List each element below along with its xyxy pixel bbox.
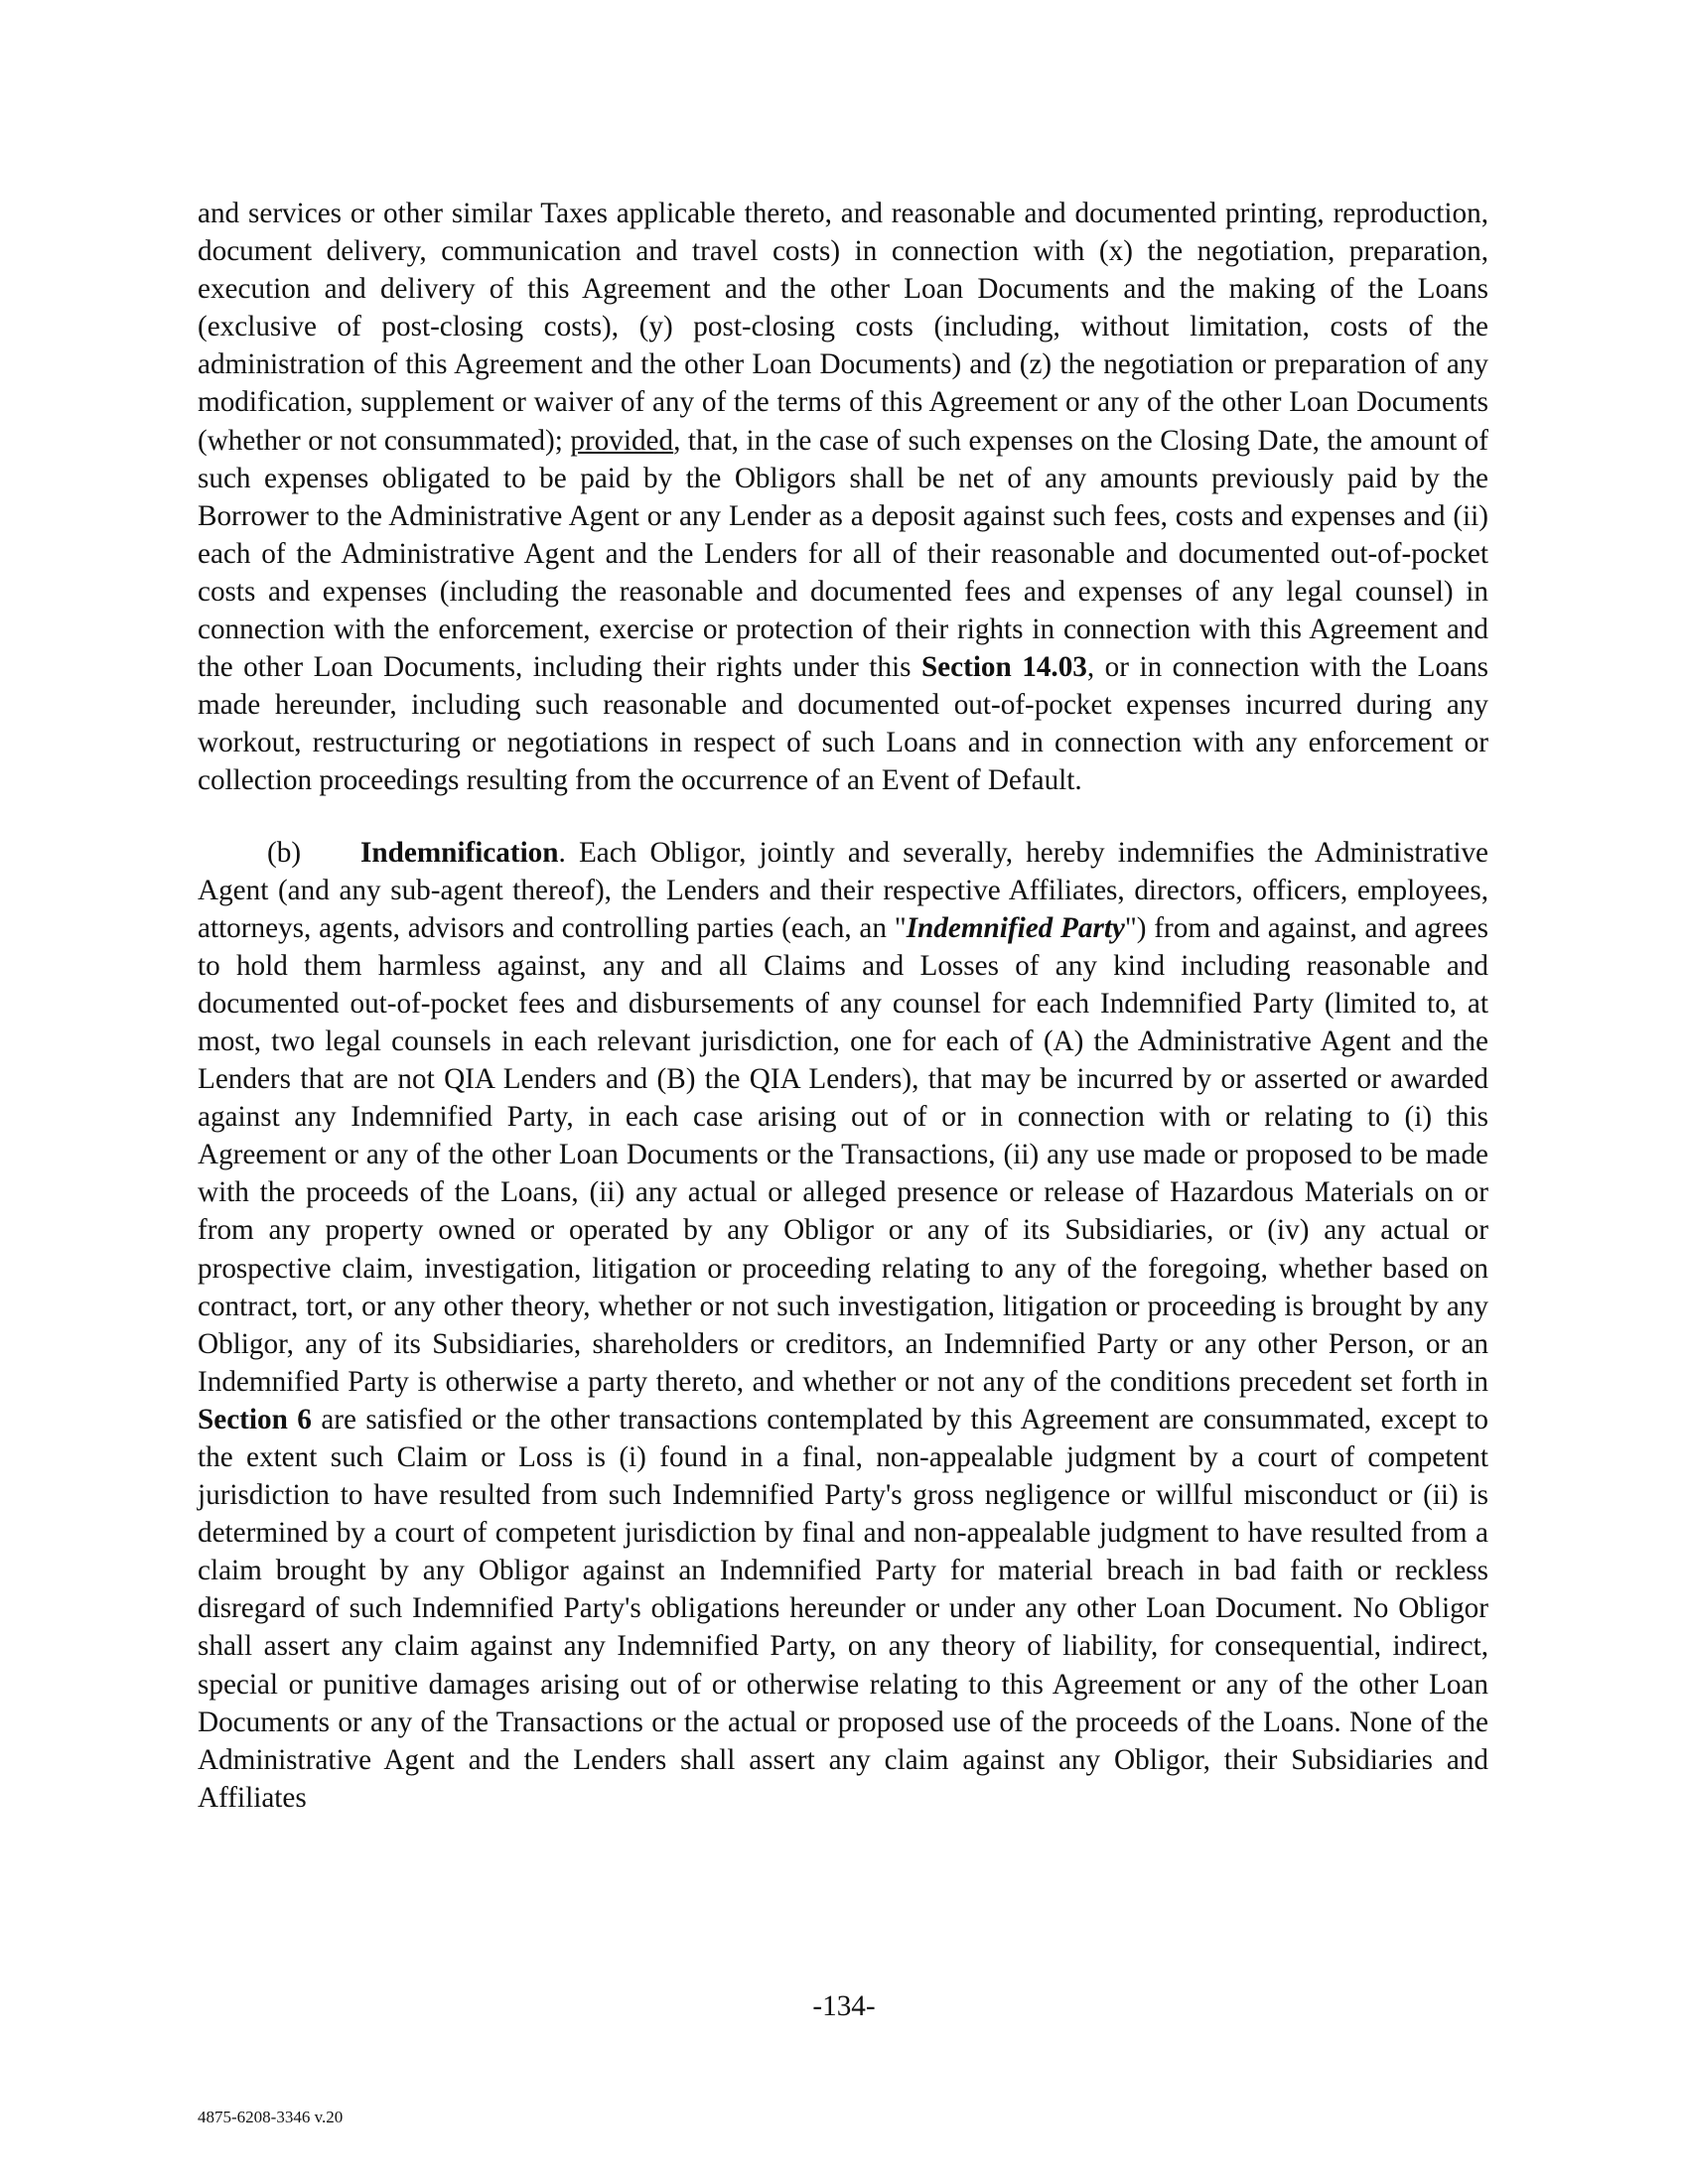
defined-term: Indemnified Party [906,911,1125,944]
proviso-term: provided [570,424,674,457]
paragraph-text: and services or other similar Taxes applicable thereto, and reasonable and documented printing, reproduction, document delivery, communication and travel costs) in connection with (x) the negotiation, preparation, execution and delivery of this Agreement and the other Loan Documents and the making of the Loans (exclusive of post-closing costs), (y) post-closing costs (including, without limitation, costs of the administration of this Agreement and the other Loan Documents) and (z) the negotiation or preparation of any modification, supplement or waiver of any of the terms of this Agreement or any of the other Loan Documents (whether or not consummated); [198,198,1488,457]
paragraph-expenses-continued [198,195,1488,800]
paragraph-text: , that, in the case of such expenses on the Closing Date, the amount of such expenses obligated to be paid by the Obligors shall be net of any amounts previously paid by the Borrower to the Administrative Agent or any Lender as a deposit against such fees, costs and expenses and (ii) each of the Administrative Agent and the Lenders for all of their reasonable and documented out-of-pocket costs and expenses (including the reasonable and documented fees and expenses of any legal counsel) in connection with the enforcement, exercise or protection of their rights in connection with this Agreement and the other Loan Documents, including their rights under this [198,424,1488,684]
paragraph-text: . Each Obligor, jointly and severally, hereby indemnifies the Administrative Agent (and any sub-agent thereof), the Lenders and their respective Affiliates, directors, officers, employees, attorneys, agents, advisors and controlling parties (each, an " [198,836,1488,944]
clause-label: (b) [267,836,302,869]
paragraph-text: are satisfied or the other transactions contemplated by this Agreement are consummated, except to the extent such Claim or Loss is (i) found in a final, non-appealable judgment by a court of competent jurisdiction to have resulted from such Indemnified Party's gross negligence or willful misconduct or (ii) is determined by a court of competent jurisdiction by final and non-appealable judgment to have resulted from a claim brought by any Obligor against an Indemnified Party for material breach in bad faith or reckless disregard of such Indemnified Party's obligations hereunder or under any other Loan Document. No Obligor shall assert any claim against any Indemnified Party, on any theory of liability, for consequential, indirect, special or punitive damages arising out of or otherwise relating to this Agreement or any of the other Loan Documents or any of the Transactions or the actual or proposed use of the proceeds of the Loans. None of the Administrative Agent and the Lenders shall assert any claim against any Obligor, their Subsidiaries and Affiliates [198,1403,1488,1814]
document-page [198,195,1488,1817]
section-reference: Section 6 [198,1403,312,1435]
paragraph-text: ") from and against, and agrees to hold them harmless against, any and all Claims and Losses of any kind including reasonable and documented out-of-pocket fees and disbursements of any counsel for each Indemnified Party (limited to, at most, two legal counsels in each relevant jurisdiction, one for each of (A) the Administrative Agent and the Lenders that are not QIA Lenders and (B) the QIA Lenders), that may be incurred by or asserted or awarded against any Indemnified Party, in each case arising out of or in connection with or relating to (i) this Agreement or any of the other Loan Documents or the Transactions, (ii) any use made or proposed to be made with the proceeds of the Loans, (ii) any actual or alleged presence or release of Hazardous Materials on or from any property owned or operated by any Obligor or any of its Subsidiaries, or (iv) any actual or prospective claim, investigation, litigation or proceeding relating to any of the foregoing, whether based on contract, tort, or any other theory, whether or not such investigation, litigation or proceeding is brought by any Obligor, any of its Subsidiaries, shareholders or creditors, an Indemnified Party or any other Person, or an Indemnified Party is otherwise a party thereto, and whether or not any of the conditions precedent set forth in [198,911,1488,1398]
paragraph-text: , or in connection with the Loans made hereunder, including such reasonable and documented out-of-pocket expenses incurred during any workout, restructuring or negotiations in respect of such Loans and in connection with any enforcement or collection proceedings resulting from the occurrence of an Event of Default. [198,651,1488,797]
section-reference: Section 14.03 [920,651,1087,684]
page-number: -134- [812,1990,876,2022]
paragraph-indemnification [198,834,1488,1817]
clause-heading: Indemnification [360,836,559,869]
document-id: 4875-6208-3346 v.20 [198,2108,344,2126]
